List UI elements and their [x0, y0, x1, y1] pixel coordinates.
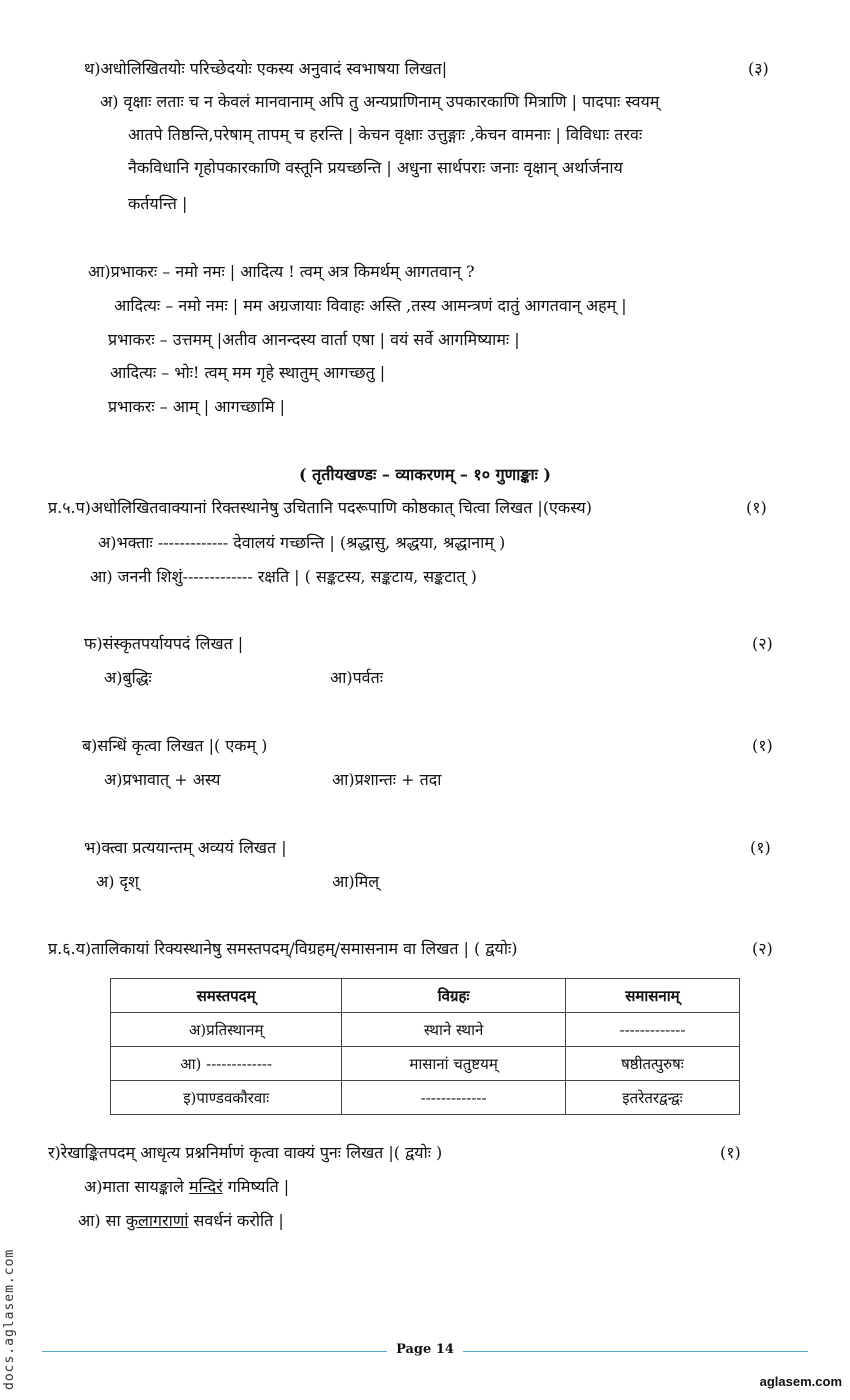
table-cell: ------------- — [342, 1081, 566, 1115]
q5-pha-a: अ)बुद्धिः — [104, 668, 152, 687]
q5-bha-aa: आ)मिल् — [332, 872, 380, 891]
q5-bha-title: भ)क्त्वा प्रत्ययान्तम् अव्ययं लिखत | — [84, 838, 287, 857]
q6-ra-aa — [78, 1210, 284, 1232]
dialogue-line-5: प्रभाकरः – आम् | आगच्छामि | — [108, 397, 286, 416]
q5-bha-marks: (१) — [750, 838, 771, 857]
q5-pha-aa: आ)पर्वतः — [330, 668, 383, 687]
q5-ba-a: अ)प्रभावात् + अस्य — [104, 770, 221, 789]
q6-ra-a-pre: अ)माता सायङ्काले — [84, 1177, 189, 1196]
page-number: Page 14 — [396, 1342, 454, 1357]
q5-ba-aa: आ)प्रशान्तः + तदा — [332, 770, 442, 789]
table-header-cell: समस्तपदम् — [111, 979, 342, 1013]
table-cell: इ)पाण्डवकौरवाः — [111, 1081, 342, 1115]
table-header-row — [111, 979, 740, 1013]
dialogue-line-4: आदित्यः – भोः! त्वम् मम गृहे स्थातुम् आगच्छतु | — [110, 363, 386, 382]
side-watermark: docs.aglasem.com — [2, 1248, 17, 1390]
section-heading: ( तृतीयखण्डः – व्याकरणम् – १० गुणाङ्काः ) — [298, 465, 551, 484]
dialogue-line-2: आदित्यः – नमो नमः | मम अग्रजायाः विवाहः अस्ति ,तस्य आमन्त्रणं दातुं आगतवान् अहम् | — [114, 296, 627, 315]
q4-tha-title: थ)अधोलिखितयोः परिच्छेदयोः एकस्य अनुवादं स्वभाषया लिखत| — [84, 59, 448, 78]
table-cell: षष्ठीतत्पुरुषः — [565, 1047, 739, 1081]
table-row — [111, 1013, 740, 1047]
q6-ra-a — [84, 1176, 289, 1198]
dialogue-line-3: प्रभाकरः – उत्तमम् |अतीव आनन्दस्य वार्ता एषा | वयं सर्वे आगमिष्यामः | — [108, 330, 520, 349]
table-cell: स्थाने स्थाने — [342, 1013, 566, 1047]
q5-ba-marks: (१) — [752, 736, 773, 755]
q5-bha-a: अ) दृश् — [96, 872, 139, 891]
dialogue-line-1: आ)प्रभाकरः – नमो नमः | आदित्य ! त्वम् अत्र किमर्थम् आगतवान् ? — [88, 262, 475, 281]
q6-ra-aa-underlined: कुलागराणां — [125, 1211, 189, 1230]
passage-a-line-3: नैकविधानि गृहोपकारकाणि वस्तूनि प्रयच्छन्ति | अधुना सार्थपराः जनाः वृक्षान् अर्थार्जनाय — [128, 158, 623, 177]
table-cell: आ) ------------- — [111, 1047, 342, 1081]
brand-link[interactable]: aglasem.com — [759, 1374, 842, 1389]
q6-ra-aa-pre: आ) सा — [78, 1211, 126, 1230]
q4-tha-marks: (३) — [748, 59, 769, 78]
passage-a-line-1: अ) वृक्षाः लताः च न केवलं मानवानाम् अपि तु अन्यप्राणिनाम् उपकारकाणि मित्राणि | पादपाः स्वयम् — [100, 92, 660, 111]
q6-ra-title: र)रेखाङ्कितपदम् आधृत्य प्रश्ननिर्माणं कृत्वा वाक्यं पुनः लिखत |( द्वयोः ) — [48, 1143, 443, 1162]
q6-ya-marks: (२) — [752, 939, 773, 958]
passage-a-line-2: आतपे तिष्ठन्ति,परेषाम् तापम् च हरन्ति | केचन वृक्षाः उत्तुङ्गाः ,केचन वामनाः | विविधाः तरवः — [128, 125, 643, 144]
q6-ra-marks: (१) — [720, 1143, 741, 1162]
q5-pha-marks: (२) — [752, 634, 773, 653]
table-row — [111, 1047, 740, 1081]
q6-ra-aa-post: सवर्धनं करोति | — [188, 1211, 284, 1230]
table-cell: इतरेतरद्वन्द्वः — [565, 1081, 739, 1115]
q5-pa-aa: आ) जननी शिशुं------------- रक्षति | ( सङ्कटस्य, सङ्कटाय, सङ्कटात् ) — [90, 567, 477, 586]
table-cell: मासानां चतुष्टयम् — [342, 1047, 566, 1081]
q6-ra-a-post: गमिष्यति | — [222, 1177, 290, 1196]
table-cell: ------------- — [565, 1013, 739, 1047]
samasa-table — [110, 978, 740, 1115]
table-cell: अ)प्रतिस्थानम् — [111, 1013, 342, 1047]
q6-ra-a-underlined: मन्दिरं — [188, 1177, 223, 1196]
q5-ba-title: ब)सन्धिं कृत्वा लिखत |( एकम् ) — [82, 736, 268, 755]
q5-pha-title: फ)संस्कृतपर्यायपदं लिखत | — [84, 634, 244, 653]
q5-pa-marks: (१) — [746, 498, 767, 517]
table-row — [111, 1081, 740, 1115]
q5-pa-a: अ)भक्ताः ------------- देवालयं गच्छन्ति | (श्रद्धासु, श्रद्धया, श्रद्धानाम् ) — [98, 533, 506, 552]
q6-ya-title: प्र.६.य)तालिकायां रिक्यस्थानेषु समस्तपदम्/विग्रहम्/समासनाम वा लिखत | ( द्वयोः) — [48, 939, 518, 958]
passage-a-line-4: कर्तयन्ति | — [128, 194, 188, 213]
table-header-cell: समासनाम् — [565, 979, 739, 1013]
q5-pa-title: प्र.५.प)अधोलिखितवाक्यानां रिक्तस्थानेषु उचितानि पदरूपाणि कोष्ठकात् चित्वा लिखत |(एकस्य) — [48, 498, 592, 517]
table-header-cell: विग्रहः — [342, 979, 566, 1013]
